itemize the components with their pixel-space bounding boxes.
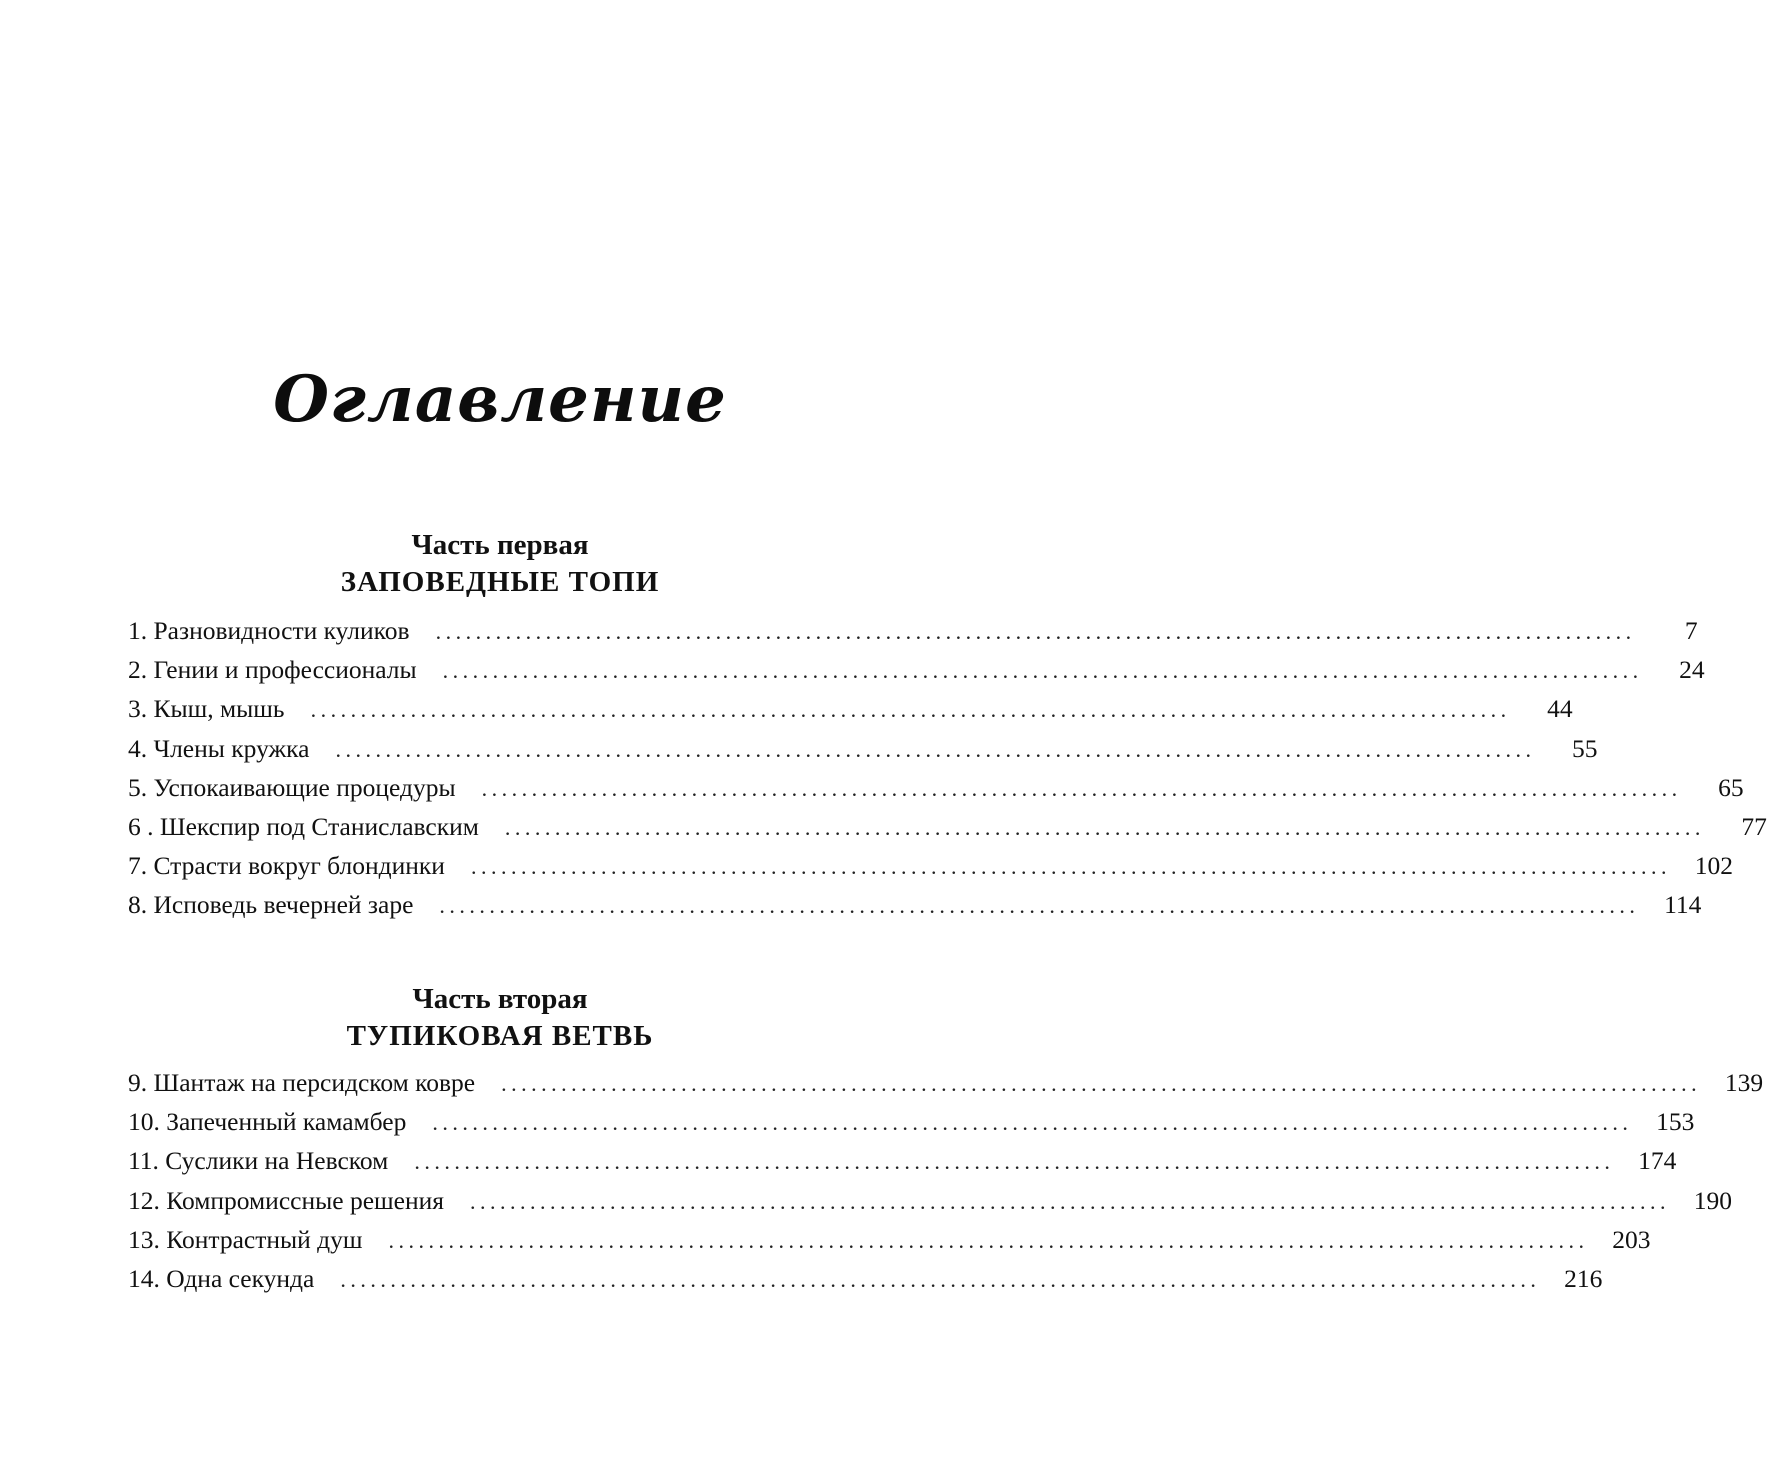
toc-entry-title: 12. Компромиссные решения: [128, 1185, 444, 1215]
toc-entry[interactable]: [128, 851, 1733, 890]
dot-leader: ........................................................................................................................: [470, 1188, 1670, 1214]
toc-entry[interactable]: [128, 890, 1702, 929]
dot-leader: ........................................................................................................................: [435, 619, 1636, 644]
toc-list: [128, 1068, 1764, 1303]
toc-entry-title: 2. Гении и профессионалы: [128, 655, 417, 685]
toc-entry-title: 10. Запеченный камамбер: [128, 1107, 407, 1137]
toc-entry-title: 3. Кыш, мышь: [128, 694, 285, 724]
toc-entry-title: 11. Суслики на Невском: [128, 1146, 389, 1176]
toc-entry-page: 102: [1694, 851, 1733, 881]
toc-entry-page: 139: [1724, 1068, 1764, 1097]
toc-entry-page: 44: [1547, 694, 1573, 724]
toc-entry-page: 153: [1656, 1107, 1695, 1137]
toc-entry[interactable]: [128, 694, 1573, 733]
toc-entry[interactable]: [128, 1107, 1695, 1146]
toc-entry[interactable]: [128, 1146, 1677, 1185]
dot-leader: ........................................................................................................................: [414, 1149, 1615, 1175]
toc-entry-page: 24: [1679, 655, 1705, 685]
dot-leader: ........................................................................................................................: [504, 814, 1705, 840]
toc-entry[interactable]: [128, 811, 1767, 851]
part-label: Часть вторая: [412, 983, 588, 1015]
part-name: ЗАПОВЕДНЫЕ ТОПИ: [340, 566, 660, 598]
page-title: Оглавление: [273, 362, 727, 437]
part-heading: [0, 528, 1000, 602]
dot-leader: ........................................................................................................................: [388, 1227, 1589, 1253]
dot-leader: ........................................................................................................................: [340, 1266, 1541, 1292]
toc-entry[interactable]: [128, 1224, 1651, 1264]
dot-leader: ........................................................................................................................: [481, 775, 1682, 801]
toc-entry[interactable]: [128, 772, 1744, 812]
toc-entry-title: 6 . Шекспир под Станиславским: [128, 811, 479, 841]
toc-entry-page: 77: [1741, 811, 1767, 841]
part-label: Часть первая: [411, 529, 589, 561]
toc-entry-title: 13. Контрастный душ: [128, 1224, 363, 1254]
toc-entry-title: 5. Успокаивающие процедуры: [128, 772, 456, 802]
toc-entry-page: 7: [1684, 616, 1698, 645]
toc-entry[interactable]: [128, 655, 1705, 694]
toc-entry-title: 1. Разновидности куликов: [128, 616, 410, 645]
toc-entry-page: 114: [1664, 890, 1702, 920]
toc-entry-page: 65: [1718, 772, 1744, 802]
dot-leader: ........................................................................................................................: [335, 736, 1536, 762]
toc-entry[interactable]: [128, 1263, 1603, 1303]
toc-entry-page: 174: [1638, 1146, 1677, 1176]
dot-leader: ........................................................................................................................: [432, 1110, 1633, 1136]
dot-leader: ........................................................................................................................: [310, 697, 1511, 723]
toc-entry-title: 9. Шантаж на персидском ковре: [128, 1068, 476, 1097]
dot-leader: ........................................................................................................................: [439, 893, 1640, 919]
toc-list: [128, 616, 1767, 930]
toc-entry-title: 8. Исповедь вечерней заре: [128, 890, 414, 920]
toc-entry-page: 190: [1693, 1185, 1732, 1215]
dot-leader: ........................................................................................................................: [470, 854, 1671, 880]
part-name: ТУПИКОВАЯ ВЕТВЬ: [346, 1020, 654, 1052]
part-heading: [0, 982, 1000, 1056]
dot-leader: ........................................................................................................................: [442, 658, 1643, 684]
toc-entry-title: 14. Одна секунда: [128, 1263, 315, 1293]
toc-entry[interactable]: [128, 616, 1698, 655]
toc-entry-page: 55: [1571, 733, 1598, 763]
toc-entry[interactable]: [128, 1185, 1732, 1225]
toc-entry[interactable]: [128, 1068, 1764, 1107]
toc-entry-title: 4. Члены кружка: [128, 733, 310, 763]
dot-leader: ........................................................................................................................: [501, 1071, 1702, 1096]
toc-entry[interactable]: [128, 733, 1598, 773]
toc-entry-page: 203: [1612, 1224, 1651, 1254]
toc-entry-page: 216: [1564, 1263, 1603, 1293]
toc-entry-title: 7. Страсти вокруг блондинки: [128, 851, 445, 881]
